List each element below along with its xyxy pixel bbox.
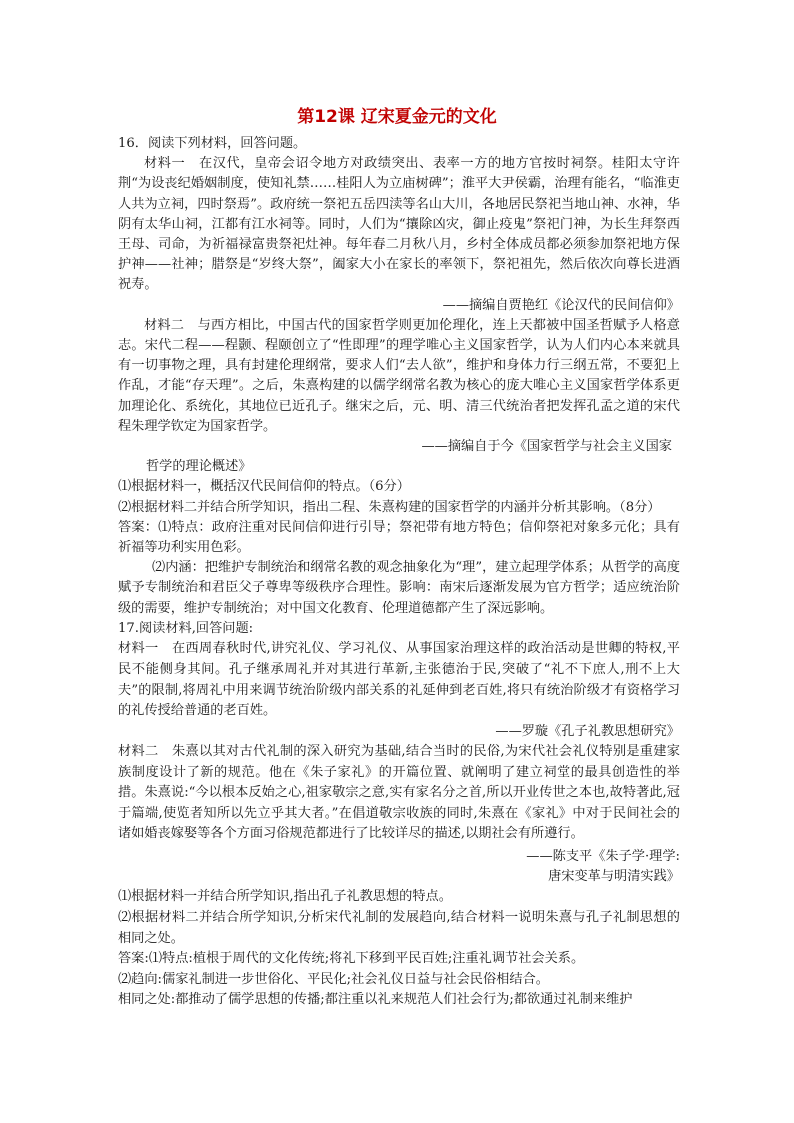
lesson-title: 第12课 辽宋夏金元的文化 — [297, 107, 497, 127]
q17-answer-1: 答案:⑴特点:植根于周代的文化传统;将礼下移到平民百姓;注重礼调节社会关系。 — [118, 951, 585, 967]
q17-source-1: ——罗璇《孔子礼教思想研究》 — [495, 723, 680, 739]
q17-answer-3: 相同之处:都推动了儒学思想的传播;都注重以礼来规范人们社会行为;都欲通过礼制来维护 — [118, 992, 633, 1008]
q16-subquestion-2: ⑵根据材料二并结合所学知识，指出二程、朱熹构建的国家哲学的内涵并分析其影响。（8分） — [118, 499, 661, 515]
question-16-header: 16．阅读下列材料，回答问题。 — [118, 136, 307, 151]
q16-material-1: 材料一 在汉代，皇帝会诏令地方对政绩突出、表率一方的地方官按时祠祭。桂阳太守许荆“为设丧纪婚姻制度，使知礼禁……桂阳人为立庙树碑”；淮平大尹侯霸，治理有能名，“临淮吏人共为立祠，四时祭焉”。政府统一祭祀五岳四渎等名山大川，各地居民祭祀当地山神、水神，华阴有太华山祠，江都有江水祠等。同时，人们为“攘除凶灾，御止疫鬼”祭祀门神，为长生拜祭西王母、司命，为祈福禄富贵祭祀灶神。每年春二月秋八月，乡村全体成员都必须参加祭祀地方保护神——社神；腊祭是“岁终大祭”，阖家大小在家长的率领下，祭祀祖先，然后依次向尊长进酒祝寿。 — [118, 156, 680, 293]
q16-source-2-line-2: 哲学的理论概述》 — [146, 459, 252, 475]
q16-source-2-line-1: ——摘编自于今《国家哲学与社会主义国家 — [421, 439, 672, 455]
question-16 — [118, 134, 680, 619]
document-body — [118, 134, 680, 1011]
q17-source-2-line-2: 唐宋变革与明清实践》 — [548, 869, 680, 885]
q17-answer-2: ⑵趋向:儒家礼制进一步世俗化、平民化;社会礼仪日益与社会民俗相结合。 — [118, 971, 549, 987]
q17-material-2: 材料二 朱熹以其对古代礼制的深入研究为基础,结合当时的民俗,为宋代社会礼仪特别是重建家族制度设计了新的规范。他在《朱子家礼》的开篇位置、就阐明了建立祠堂的最具创造性的举措。朱熹说:“今以根本反始之心,祖家敬宗之意,实有家名分之首,所以开业传世之本也,故特著此,冠于篇端,使览者知所以先立乎其大者。”在倡道敬宗收族的同时,朱熹在《家礼》中对于民间社会的诸如婚丧嫁娶等各个方面习俗规范都进行了比较详尽的描述,以期社会有所遵行。 — [118, 744, 680, 842]
question-17 — [118, 619, 680, 1011]
q16-answer-2: ⑵内涵：把维护专制统治和纲常名教的观念抽象化为“理”，建立起理学体系；从哲学的高度赋予专制统治和君臣父子尊卑等级秩序合理性。影响：南宋后逐渐发展为官方哲学；适应统治阶级的需要，维护专制统治；对中国文化教育、伦理道德都产生了深远影响。 — [118, 560, 680, 616]
question-17-header: 17.阅读材料,回答问题: — [118, 620, 254, 636]
q16-answer-1: 答案：⑴特点：政府注重对民间信仰进行引导；祭祀带有地方特色；信仰祭祀对象多元化；具有祈福等功利实用色彩。 — [118, 519, 680, 556]
q17-source-2-line-1: ——陈支平《朱子学·理学: — [526, 849, 680, 865]
q17-subquestion-1: ⑴根据材料一并结合所学知识,指出孔子礼教思想的特点。 — [118, 889, 452, 905]
q16-source-1: ——摘编自贾艳红《论汉代的民间信仰》 — [442, 297, 680, 313]
q16-subquestion-1: ⑴根据材料一，概括汉代民间信仰的特点。（6分） — [118, 479, 410, 495]
q17-subquestion-2: ⑵根据材料二并结合所学知识,分析宋代礼制的发展趋向,结合材料一说明朱熹与孔子礼制思想的相同之处。 — [118, 910, 680, 946]
q16-material-2: 材料二 与西方相比，中国古代的国家哲学则更加伦理化，连上天都被中国圣哲赋予人格意志。宋代二程——程颢、程颐创立了“性即理”的理学唯心主义国家哲学，认为人们内心本来就具有一切事物之理，具有封建伦理纲常，要求人们“去人欲”，维护和身体力行三纲五常，不要犯上作乱，才能“存天理”。之后，朱熹构建的以儒学纲常名教为核心的庞大唯心主义国家哲学体系更加理论化、系统化，其地位已近孔子。继宋之后，元、明、清三代统治者把发挥孔孟之道的宋代程朱理学钦定为国家哲学。 — [118, 317, 680, 434]
q17-material-1: 材料一 在西周春秋时代,讲究礼仪、学习礼仪、从事国家治理这样的政治活动是世卿的特权,平民不能侧身其间。孔子继承周礼并对其进行革新,主张德治于民,突破了“礼不下庶人,刑不上大夫”的限制,将周礼中用来调节统治阶级内部关系的礼延伸到老百姓,将只有统治阶级才有资格学习的礼传授给普通的老百姓。 — [118, 641, 680, 719]
